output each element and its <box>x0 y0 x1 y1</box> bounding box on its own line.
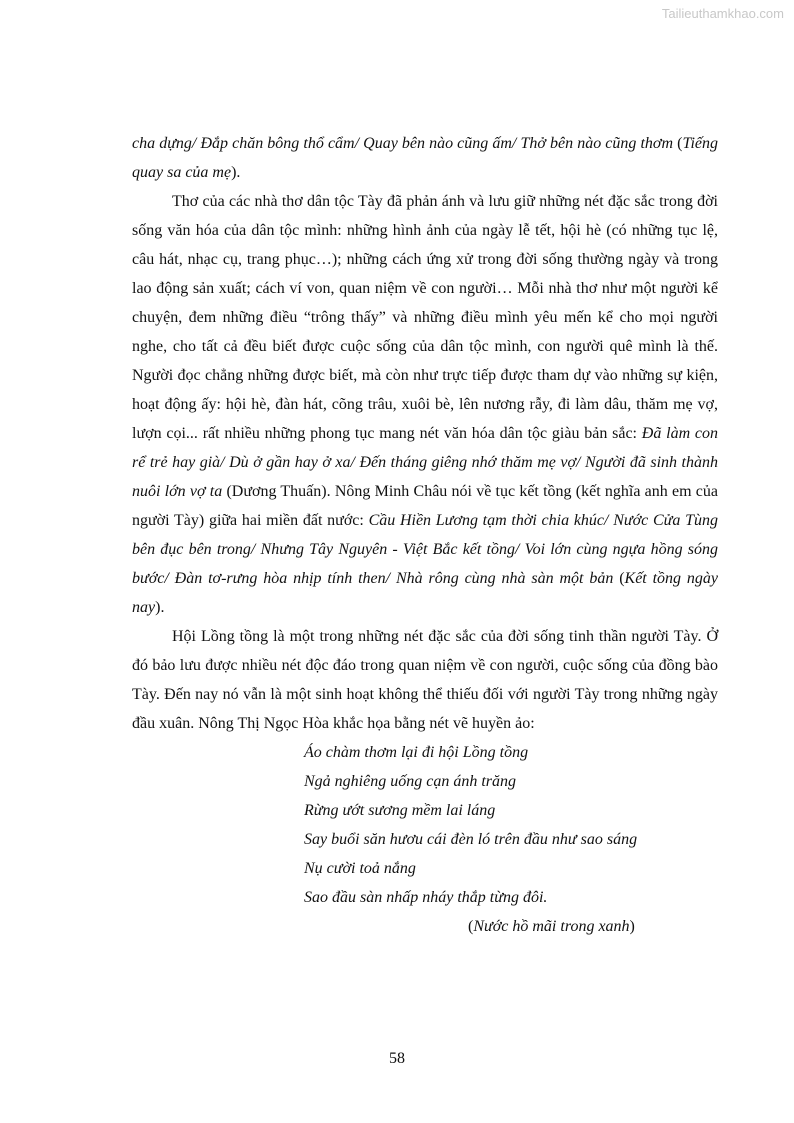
paragraph-0 <box>132 129 718 187</box>
paragraph-1-text: Thơ của các nhà thơ dân tộc Tày đã phản ánh và lưu giữ những nét đặc sắc trong đời sống văn hóa của dân tộc mình: những hình ảnh của ngày lễ tết, hội hè (có những tục lệ, câu hát, nhạc cụ, trang phục…); những cách ứng xử trong đời sống thường ngày và trong lao động sản xuất; cách ví von, quan niệm về con người… Mỗi nhà thơ như một người kể chuyện, đem những điều “trông thấy” và những điều mình yêu mến kể cho mọi người nghe, cho tất cả đều biết được cuộc sống của dân tộc mình, con người quê mình là thế. Người đọc chẳng những được biết, mà còn như trực tiếp được tham dự vào những sự kiện, hoạt động ấy: hội hè, đàn hát, cõng trâu, xuôi bè, lên nương rẫy, đi làm dâu, thăm mẹ vợ, lượn cọi... rất nhiều những phong tục mang nét văn hóa dân tộc giàu bản sắc: <box>132 193 718 442</box>
paren-open: ( <box>613 570 625 587</box>
paragraph-1 <box>132 187 718 622</box>
paragraph-2: Hội Lồng tồng là một trong những nét đặc sắc của đời sống tinh thần người Tày. Ở đó bảo lưu được nhiều nét độc đáo trong quan niệm về con người, cuộc sống của đồng bào Tày. Đến nay nó vẫn là một sinh hoạt không thể thiếu đối với người Tày trong những ngày đầu xuân. Nông Thị Ngọc Hòa khắc họa bằng nét vẽ huyền ảo: <box>132 628 718 732</box>
paragraph-1-mid: (Dương Thuấn). Nông Minh Châu nói về tục kết tồng (kết nghĩa anh em của người Tày) giữa hai miền đất nước: <box>132 483 718 529</box>
poem-title: Tiếng quay sa của mẹ <box>132 135 718 181</box>
poem-line: Nụ cười toả nắng <box>304 860 416 877</box>
poem-line: Sao đầu sàn nhấp nháy thắp từng đôi. <box>304 889 548 906</box>
poem-block <box>304 738 718 941</box>
poem-excerpt: cha dựng/ Đắp chăn bông thổ cẩm/ Quay bên nào cũng ấm/ Thở bên nào cũng thơm <box>132 135 674 152</box>
watermark: Tailieuthamkhao.com <box>661 6 784 21</box>
poem-source <box>468 912 718 941</box>
paren-close: ). <box>231 164 241 181</box>
poem-line: Rừng ướt sương mềm lai láng <box>304 802 496 819</box>
poem-line: Ngả nghiêng uống cạn ánh trăng <box>304 773 516 790</box>
poem-source-title: Nước hồ mãi trong xanh <box>473 918 630 935</box>
paren-open: ( <box>468 918 474 935</box>
poem-line: Say buổi săn hươu cái đèn ló trên đầu như sao sáng <box>304 831 638 848</box>
poem-line: Áo chàm thơm lại đi hội Lồng tồng <box>304 744 529 761</box>
quote-nong-minh-chau: Cầu Hiền Lương tạm thời chia khúc/ Nước Cửa Tùng bên đục bên trong/ Nhưng Tây Nguyên - Việt Bắc kết tồng/ Voi lớn cùng ngựa hồng sóng bước/ Đàn tơ-rưng hòa nhịp tính then/ Nhà rông cùng nhà sàn một bản <box>132 512 718 587</box>
quote-duong-thuan: Đã làm con rể trẻ hay già/ Dù ở gần hay ở xa/ Đến tháng giêng nhớ thăm mẹ vợ/ Người đã sinh thành nuôi lớn vợ ta <box>132 425 719 500</box>
paren-close: ). <box>155 599 165 616</box>
poem-title: Kết tồng ngày nay <box>132 570 719 616</box>
paren-open: ( <box>673 135 683 152</box>
page-number: 58 <box>389 1050 405 1067</box>
document-body <box>132 129 718 941</box>
paren-close: ) <box>629 918 635 935</box>
